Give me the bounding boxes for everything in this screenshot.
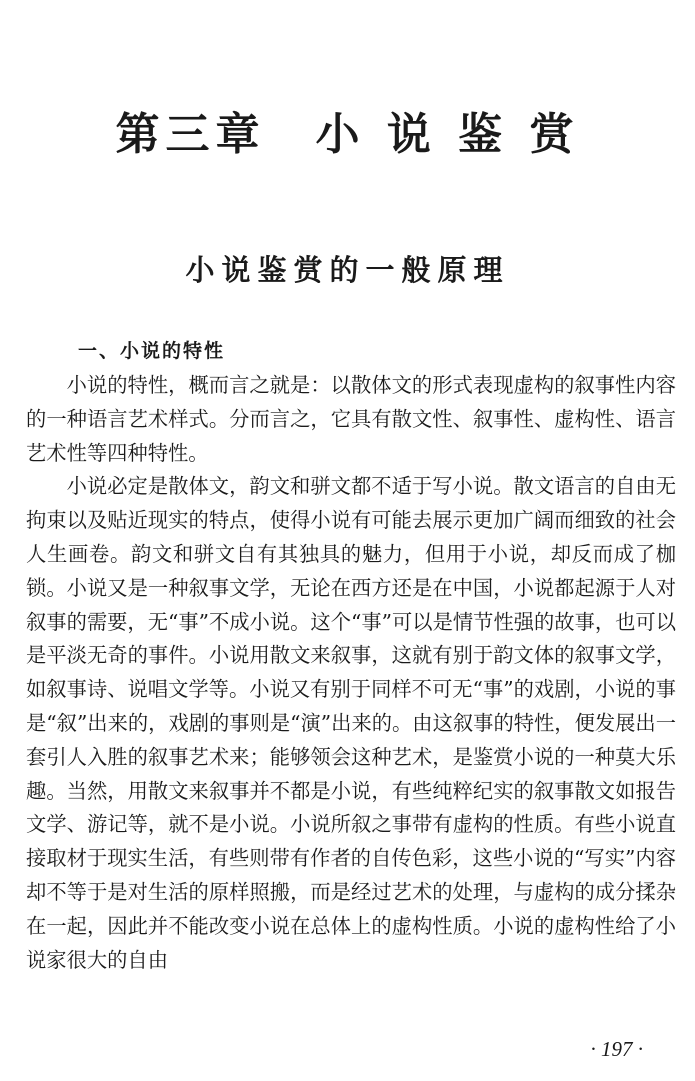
chapter-title: 第三章 小 说 鉴 赏 <box>115 109 580 161</box>
subsection-title: 一、小说的特性 <box>78 340 226 362</box>
page-number: · 197 · <box>590 1037 643 1061</box>
paragraph-1: 小说的特性，概而言之就是：以散体文的形式表现虚构的叙事性内容的一种语言艺术样式。分而言之，它具有散文性、叙事性、虚构性、语言艺术性等四种特性。 <box>26 373 676 465</box>
section-title: 小说鉴赏的一般原理 <box>185 253 510 288</box>
paragraph-2: 小说必定是散体文，韵文和骈文都不适于写小说。散文语言的自由无拘束以及贴近现实的特点，使得小说有可能去展示更加广阔而细致的社会人生画卷。韵文和骈文自有其独具的魅力，但用于小说，却反而成了枷锁。小说又是一种叙事文学，无论在西方还是在中国，小说都起源于人对叙事的需要，无“事”不成小说。这个“事”可以是情节性强的故事，也可以是平淡无奇的事件。小说用散文来叙事，这就有别于韵文体的叙事文学，如叙事诗、说唱文学等。小说又有别于同样不可无“事”的戏剧，小说的事是“叙”出来的，戏剧的事则是“演”出来的。由这叙事的特性，便发展出一套引人入胜的叙事艺术来；能够领会这种艺术，是鉴赏小说的一种莫大乐趣。当然，用散文来叙事并不都是小说，有些纯粹纪实的叙事散文如报告文学、游记等，就不是小说。小说所叙之事带有虚构的性质。有些小说直接取材于现实生活，有些则带有作者的自传色彩，这些小说的“写实”内容却不等于是对生活的原样照搬，而是经过艺术的处理，与虚构的成分揉杂在一起，因此并不能改变小说在总体上的虚构性质。小说的虚构性给了小说家很大的自由 <box>26 474 676 972</box>
body-text <box>26 369 676 977</box>
